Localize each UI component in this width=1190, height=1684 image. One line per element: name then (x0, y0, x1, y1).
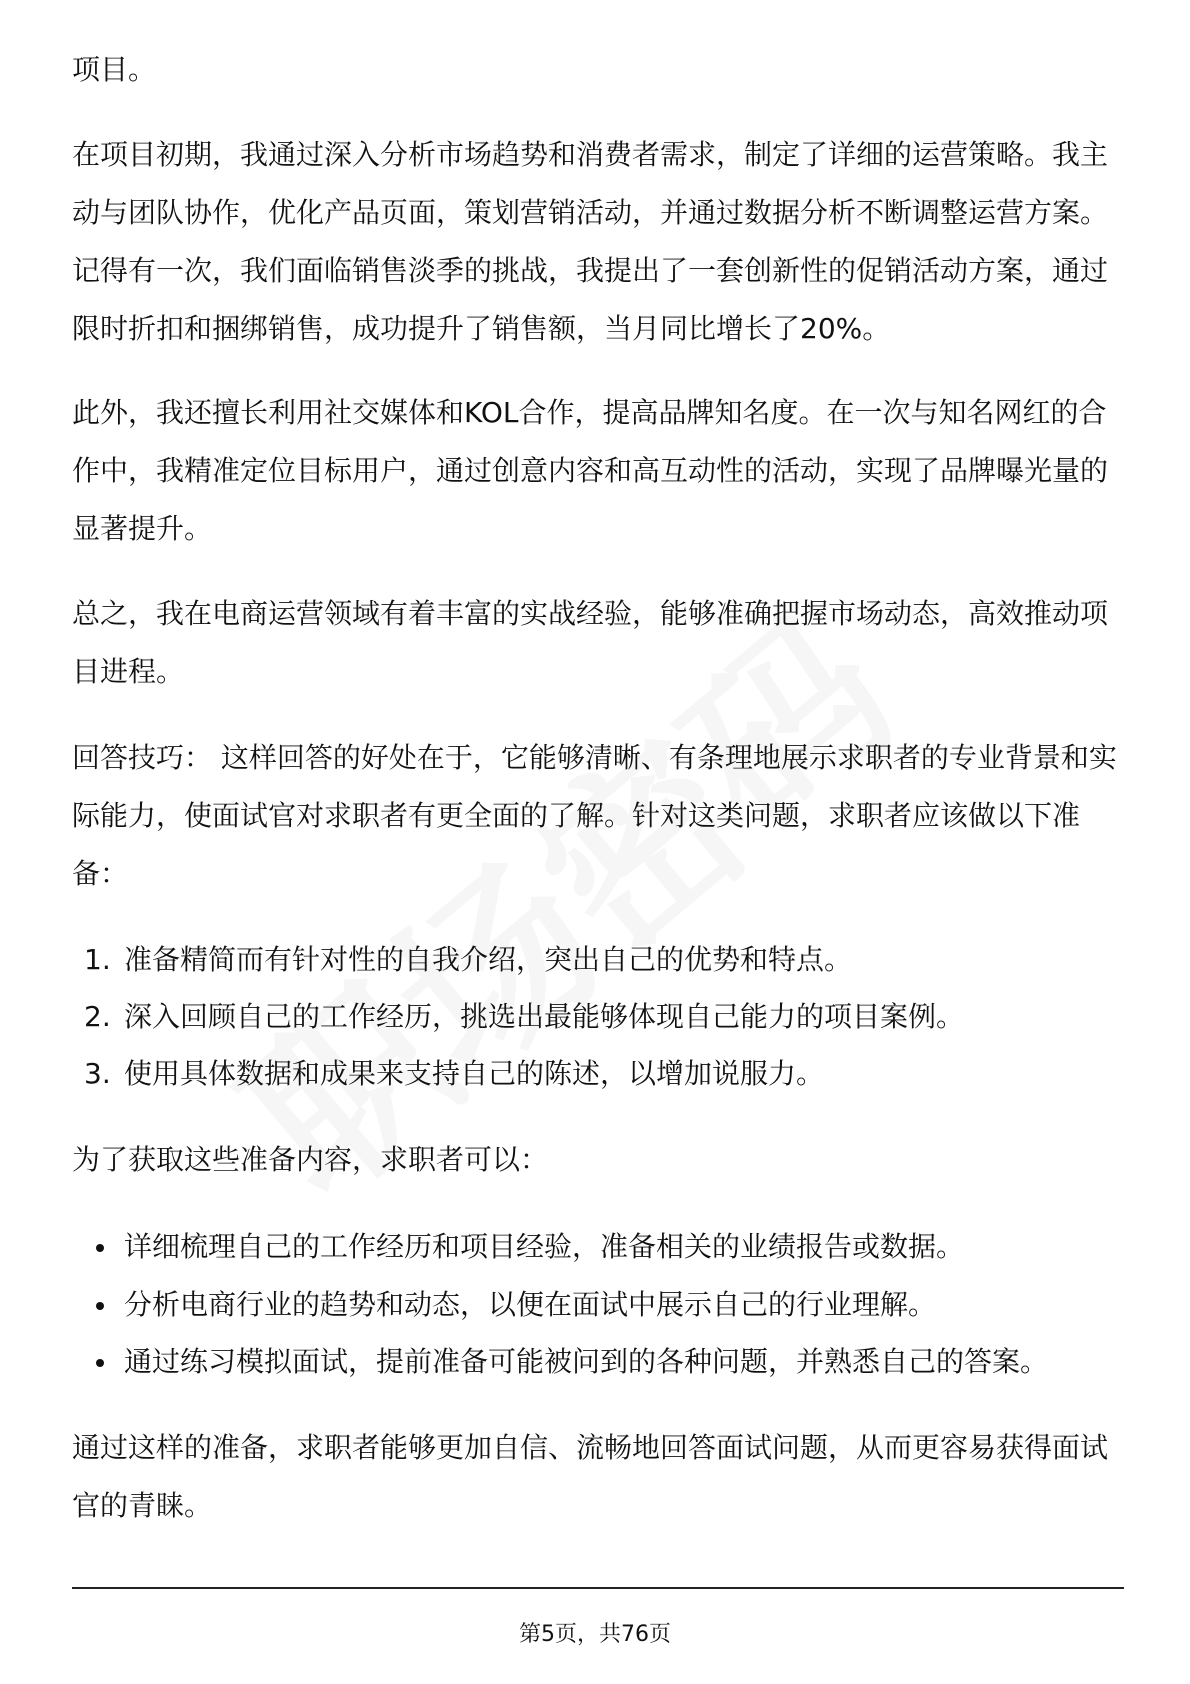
list-text: 分析电商行业的趋势和动态，以便在面试中展示自己的行业理解。 (124, 1288, 937, 1321)
list-number: 2. (84, 1000, 111, 1033)
bullet-icon (96, 1244, 104, 1252)
paragraph: 此外，我还擅长利用社交媒体和KOL合作，提高品牌知名度。在一次与知名网红的合作中，我精准定位目标用户，通过创意内容和高互动性的活动，实现了品牌曝光量的显著提升。 (72, 396, 1109, 545)
list-text: 使用具体数据和成果来支持自己的陈述，以增加说服力。 (124, 1057, 825, 1090)
list-text: 通过练习模拟面试，提前准备可能被问到的各种问题，并熟悉自己的答案。 (124, 1345, 1049, 1378)
bullet-icon (96, 1359, 104, 1367)
bullet-icon (96, 1302, 104, 1310)
list-number: 1. (84, 943, 111, 976)
page-number: 第5页，共76页 (519, 1622, 671, 1647)
list-text: 详细梳理自己的工作经历和项目经验，准备相关的业绩报告或数据。 (124, 1230, 965, 1263)
paragraph: 总之，我在电商运营领域有着丰富的实战经验，能够准确把握市场动态，高效推动项目进程。 (72, 597, 1109, 688)
paragraph: 为了获取这些准备内容，求职者可以： (72, 1143, 549, 1176)
paragraph: 通过这样的准备，求职者能够更加自信、流畅地回答面试问题，从而更容易获得面试官的青睐。 (72, 1431, 1109, 1522)
tips-paragraph: 回答技巧： 这样回答的好处在于，它能够清晰、有条理地展示求职者的专业背景和实际能力，使面试官对求职者有更全面的了解。针对这类问题，求职者应该做以下准备： (72, 741, 1117, 890)
list-number: 3. (84, 1057, 111, 1090)
footer-divider (72, 1587, 1124, 1589)
list-text: 准备精简而有针对性的自我介绍，突出自己的优势和特点。 (124, 943, 853, 976)
paragraph: 在项目初期，我通过深入分析市场趋势和消费者需求，制定了详细的运营策略。我主动与团队协作，优化产品页面，策划营销活动，并通过数据分析不断调整运营方案。记得有一次，我们面临销售淡季的挑战，我提出了一套创新性的促销活动方案，通过限时折扣和捆绑销售，成功提升了销售额，当月同比增长了20%。 (72, 138, 1109, 345)
list-text: 深入回顾自己的工作经历，挑选出最能够体现自己能力的项目案例。 (124, 1000, 965, 1033)
paragraph: 项目。 (72, 53, 157, 86)
